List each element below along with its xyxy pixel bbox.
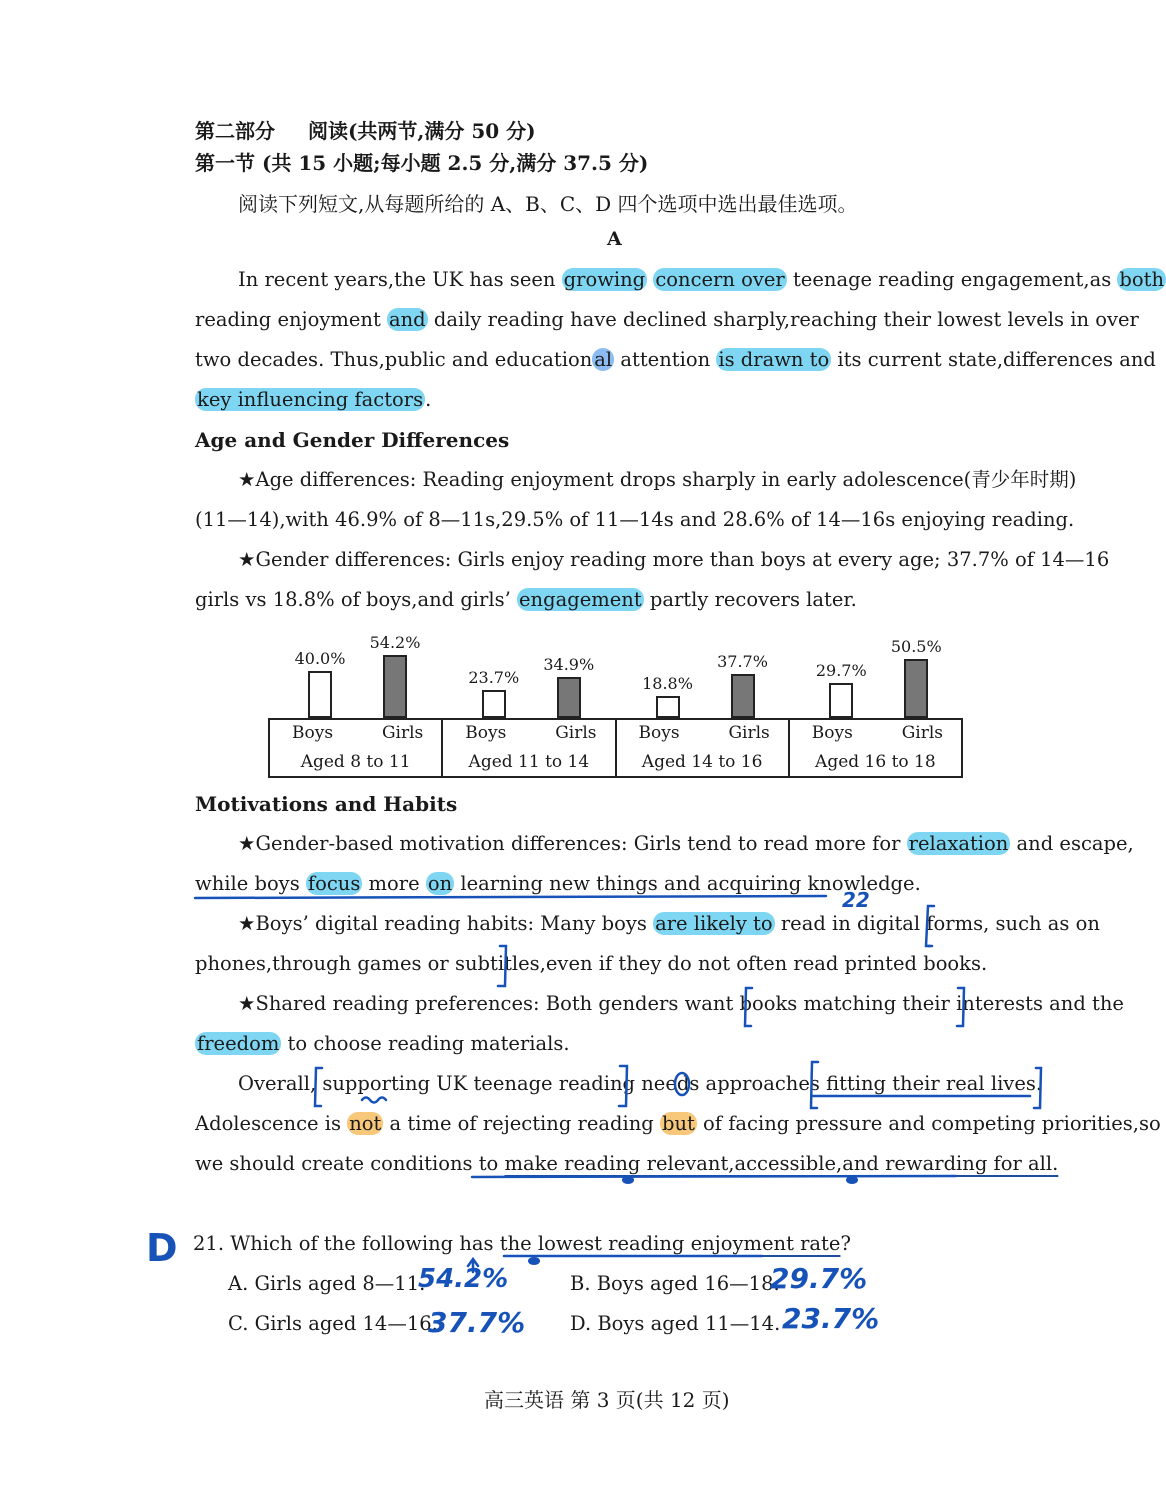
bar-value-label: 40.0%: [294, 649, 346, 669]
bar-value-label: 23.7%: [468, 668, 520, 688]
highlight: key influencing factors: [197, 388, 424, 411]
conclusion-line-2: Adolescence is not a time of rejecting reading but of facing pressure and competing priorities,so: [195, 1112, 1161, 1135]
instruction: 阅读下列短文,从每题所给的 A、B、C、D 四个选项中选出最佳选项。: [238, 192, 858, 216]
motivation-line-1: ★Gender-based motivation differences: Girls tend to read more for relaxation and escape,: [238, 832, 1134, 855]
handwritten-note-c: 37.7%: [428, 1306, 526, 1339]
digital-line-2: phones,through games or subtitles,even if they do not often read printed books.: [195, 952, 988, 975]
intro-line-4: key influencing factors .: [197, 388, 432, 411]
pen-dot: [846, 1176, 858, 1184]
series-label: Boys: [638, 723, 680, 743]
pen-underline: [195, 896, 826, 898]
option-b: B. Boys aged 16—18.: [570, 1272, 780, 1295]
bar-value-label: 18.8%: [642, 674, 693, 694]
gender-line-2: girls vs 18.8% of boys,and girls’ engagement partly recovers later.: [195, 588, 857, 611]
intro-line-2: reading enjoyment and daily reading have declined sharply,reaching their lowest levels in over: [195, 308, 1139, 331]
part-label: 第二部分: [195, 119, 275, 143]
highlight: al: [594, 348, 613, 371]
series-label: Boys: [465, 723, 507, 743]
pen-dot: [622, 1176, 634, 1184]
highlight: engagement: [519, 588, 642, 611]
highlight: are likely to: [655, 912, 773, 935]
pen-circle: [675, 1073, 689, 1095]
shared-line-1: ★Shared reading preferences: Both genders want books matching their interests and the: [238, 992, 1124, 1015]
highlight: growing: [563, 268, 646, 291]
series-label: Boys: [811, 723, 853, 743]
category-label: Aged 14 to 16: [641, 752, 763, 772]
highlight: freedom: [197, 1032, 280, 1055]
highlight: is drawn to: [718, 348, 830, 371]
pen-bracket: [1034, 1068, 1041, 1108]
highlight: and: [388, 308, 426, 331]
pen-arrow: [468, 1259, 478, 1272]
handwritten-note-a: 54.2%: [418, 1264, 509, 1294]
motivation-line-2: while boys focus more on learning new things and acquiring knowledge.: [195, 872, 921, 895]
age-line-1: ★Age differences: Reading enjoyment drops sharply in early adolescence(青少年时期): [238, 468, 1077, 491]
category-label: Aged 8 to 11: [300, 752, 411, 772]
series-label: Girls: [381, 723, 424, 743]
bar-value-label: 34.9%: [543, 655, 595, 675]
highlight: relaxation: [908, 832, 1009, 855]
category-label: Aged 11 to 14: [468, 752, 590, 772]
handwritten-note-d: 23.7%: [782, 1302, 880, 1335]
intro-line-1: In recent years,the UK has seen growing concern over teenage reading engagement,as both: [238, 268, 1165, 291]
series-label: Girls: [555, 723, 597, 743]
bar-value-label: 37.7%: [717, 652, 768, 672]
part-title: 阅读(共两节,满分 50 分): [307, 119, 536, 143]
digital-line-1: ★Boys’ digital reading habits: Many boys are likely to read in digital forms, such as on: [238, 912, 1100, 935]
pen-underline: [472, 1176, 956, 1177]
pen-bracket: [498, 946, 506, 986]
age-line-2: (11—14),with 46.9% of 8—11s,29.5% of 11—14s and 28.6% of 14—16s enjoying reading.: [195, 508, 1075, 531]
motivations-heading: Motivations and Habits: [195, 792, 458, 816]
underlined-phrase: make reading relevant,accessible,and rewarding for all.: [504, 1152, 1059, 1175]
pen-bracket: [926, 906, 934, 946]
pen-wavy-underline: [362, 1098, 386, 1103]
highlight: focus: [307, 872, 361, 895]
highlight: not: [349, 1112, 382, 1135]
shared-line-2: freedom to choose reading materials.: [197, 1032, 570, 1055]
option-a: A. Girls aged 8—11.: [228, 1272, 426, 1295]
highlight: concern over: [655, 268, 785, 291]
category-label: Aged 16 to 18: [815, 752, 936, 772]
option-d: D. Boys aged 11—14.: [570, 1312, 781, 1335]
highlight: but: [661, 1112, 695, 1135]
underlined-phrase: lowest reading enjoyment rate: [537, 1232, 841, 1255]
pen-bracket: [315, 1068, 322, 1106]
intro-line-3: two decades. Thus,public and education al attention is drawn to its current state,differences and: [195, 348, 1156, 371]
series-label: Boys: [292, 723, 334, 743]
conclusion-line-3: we should create conditions to make reading relevant,accessible,and rewarding for all.: [195, 1152, 1059, 1175]
pen-dot: [528, 1257, 540, 1265]
bar-value-label: 54.2%: [369, 632, 421, 652]
question-21-stem: 21. Which of the following has the lowest reading enjoyment rate?: [193, 1232, 851, 1255]
page-footer: 高三英语 第 3 页(共 12 页): [484, 1388, 730, 1412]
pen-bracket: [619, 1066, 627, 1106]
gender-line-1: ★Gender differences: Girls enjoy reading more than boys at every age; 37.7% of 14—16: [238, 548, 1110, 571]
handwritten-question-number: 22: [842, 888, 870, 912]
option-c: C. Girls aged 14—16.: [228, 1312, 438, 1335]
passage-label: A: [607, 228, 622, 250]
pen-bracket: [811, 1062, 818, 1108]
pen-bracket: [957, 988, 964, 1026]
highlight: on: [427, 872, 453, 895]
bar-value-label: 29.7%: [815, 661, 867, 681]
series-label: Girls: [728, 723, 770, 743]
highlight: both: [1119, 268, 1165, 291]
conclusion-line-1: Overall, supporting UK teenage reading needs approaches fitting their real lives.: [238, 1072, 1043, 1095]
section-heading: 第一节 (共 15 小题;每小题 2.5 分,满分 37.5 分): [195, 151, 649, 175]
pen-bracket: [745, 988, 752, 1026]
handwritten-note-b: 29.7%: [770, 1262, 868, 1295]
series-label: Girls: [901, 723, 943, 743]
handwritten-answer: D: [146, 1226, 178, 1270]
age-gender-heading: Age and Gender Differences: [195, 428, 510, 452]
bar-value-label: 50.5%: [890, 637, 942, 657]
